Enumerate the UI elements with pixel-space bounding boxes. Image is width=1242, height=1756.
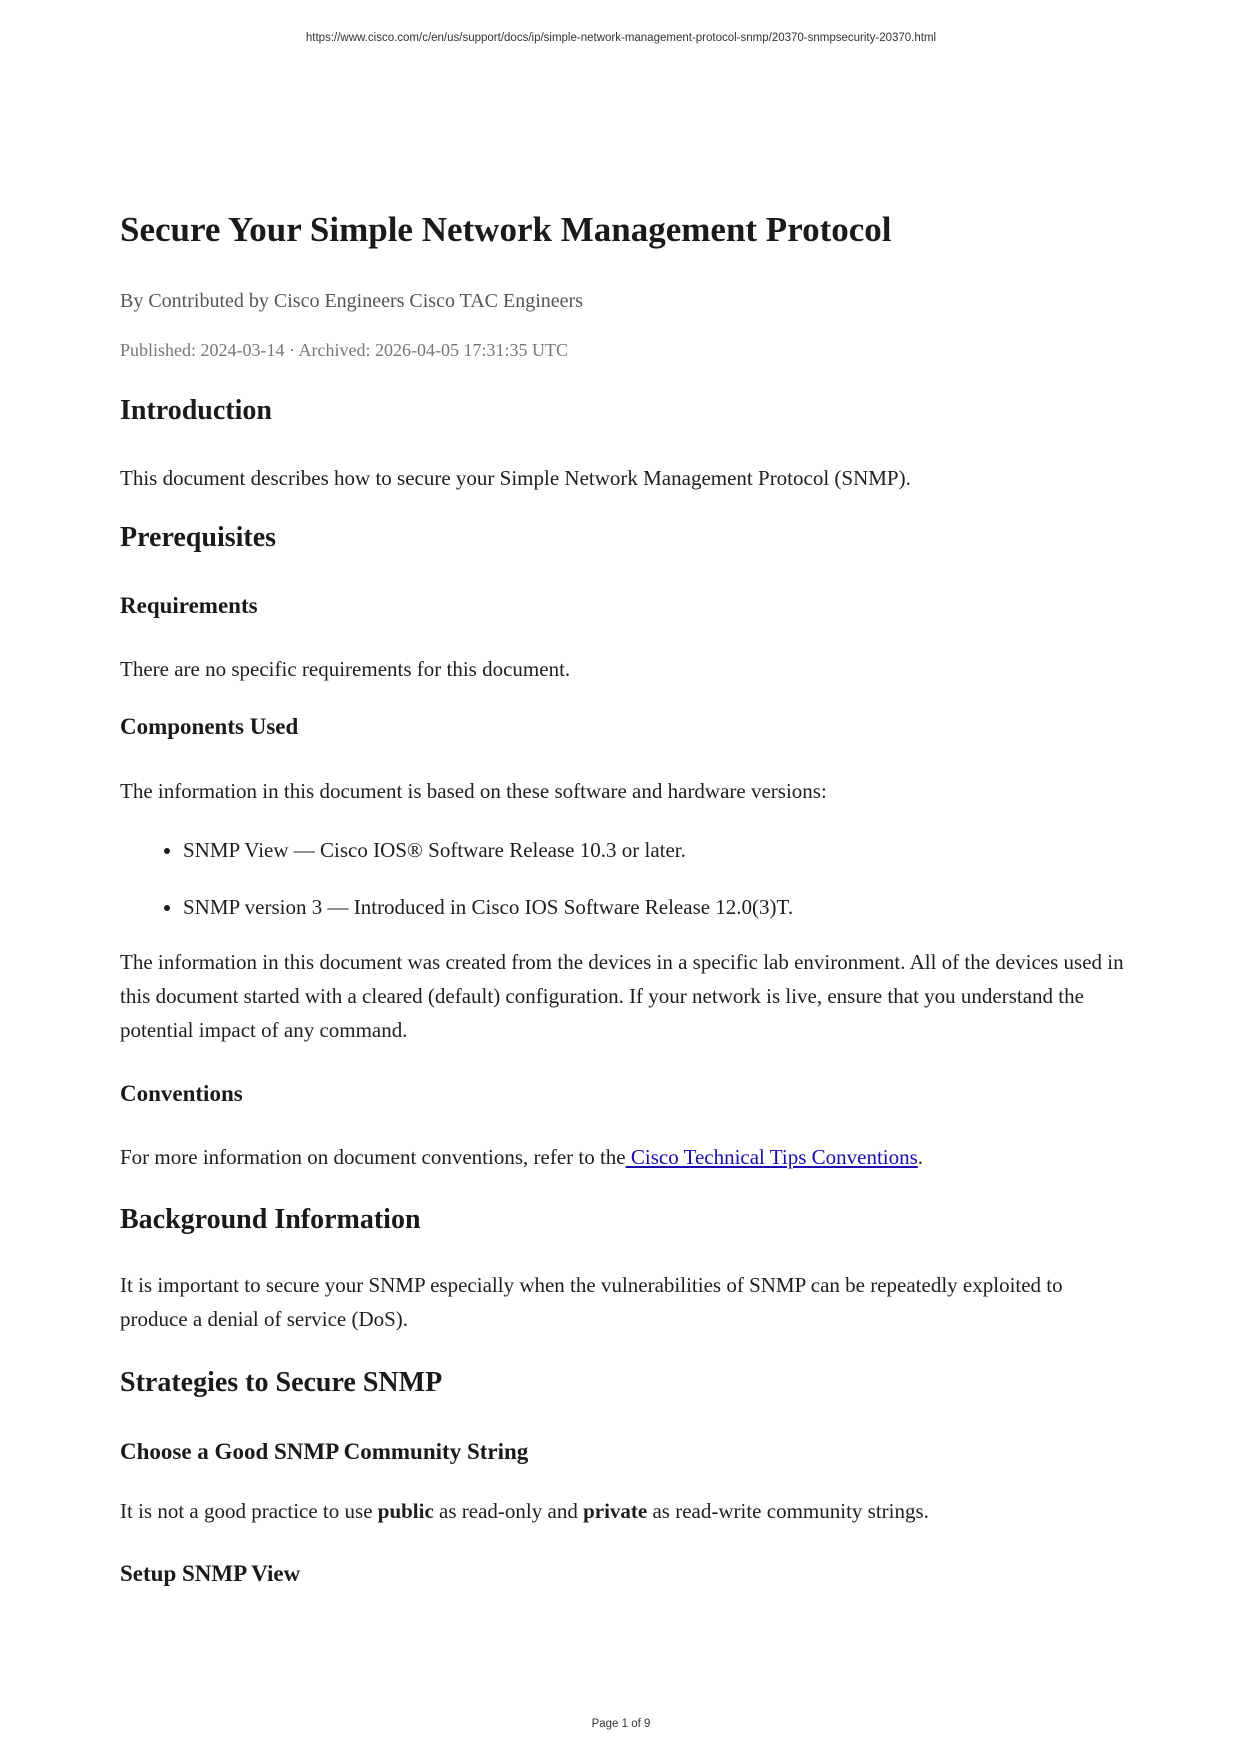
conventions-text-before: For more information on document conventions, refer to the bbox=[120, 1145, 626, 1169]
heading-community-string: Choose a Good SNMP Community String bbox=[120, 1439, 529, 1464]
list-item: • SNMP View — Cisco IOS® Software Release 10.3 or later. bbox=[183, 836, 793, 893]
components-list bbox=[120, 836, 793, 950]
published-date: Published: 2024-03-14 · Archived: 2026-04-05 17:31:35 UTC bbox=[120, 340, 568, 360]
heading-conventions: Conventions bbox=[120, 1081, 243, 1106]
background-text: It is important to secure your SNMP especially when the vulnerabilities of SNMP can be repeatedly exploited to produce a denial of service (DoS). bbox=[120, 1273, 1063, 1331]
heading-background-information: Background Information bbox=[120, 1204, 421, 1235]
community-text-part: It is not a good practice to use bbox=[120, 1499, 378, 1523]
private-keyword: private bbox=[583, 1499, 648, 1523]
community-text-part: as read-write community strings. bbox=[647, 1499, 929, 1523]
heading-setup-snmp-view: Setup SNMP View bbox=[120, 1561, 301, 1586]
introduction-text: This document describes how to secure your Simple Network Management Protocol (SNMP). bbox=[120, 466, 911, 490]
heading-components-used: Components Used bbox=[120, 714, 299, 739]
public-keyword: public bbox=[377, 1499, 434, 1523]
community-string-text bbox=[120, 1494, 929, 1528]
page-number: Page 1 of 9 bbox=[591, 1718, 651, 1730]
lab-environment-note: The information in this document was created from the devices in a specific lab environment. All of the devices used in this document started with a cleared (default) configuration. If your network is live, ensure that you understand the potential impact of any command. bbox=[120, 950, 1124, 1042]
heading-strategies: Strategies to Secure SNMP bbox=[120, 1367, 443, 1398]
page-title: Secure Your Simple Network Management Protocol bbox=[120, 210, 892, 249]
conventions-text-after: . bbox=[917, 1145, 924, 1169]
list-item: • SNMP version 3 — Introduced in Cisco IOS Software Release 12.0(3)T. bbox=[183, 893, 793, 950]
components-intro: The information in this document is based on these software and hardware versions: bbox=[120, 779, 827, 803]
requirements-text: There are no specific requirements for this document. bbox=[120, 657, 571, 681]
heading-requirements: Requirements bbox=[120, 593, 258, 618]
print-url-header: https://www.cisco.com/c/en/us/support/docs/ip/simple-network-management-protocol-snmp/20370-snmpsecurity-20370.html bbox=[305, 32, 937, 44]
community-text-part: as read-only and bbox=[433, 1499, 584, 1523]
byline: By Contributed by Cisco Engineers Cisco TAC Engineers bbox=[120, 290, 583, 312]
heading-introduction: Introduction bbox=[120, 395, 272, 426]
cisco-technical-tips-conventions-link[interactable]: Cisco Technical Tips Conventions bbox=[625, 1145, 918, 1169]
heading-prerequisites: Prerequisites bbox=[120, 522, 277, 553]
conventions-text bbox=[120, 1140, 923, 1174]
